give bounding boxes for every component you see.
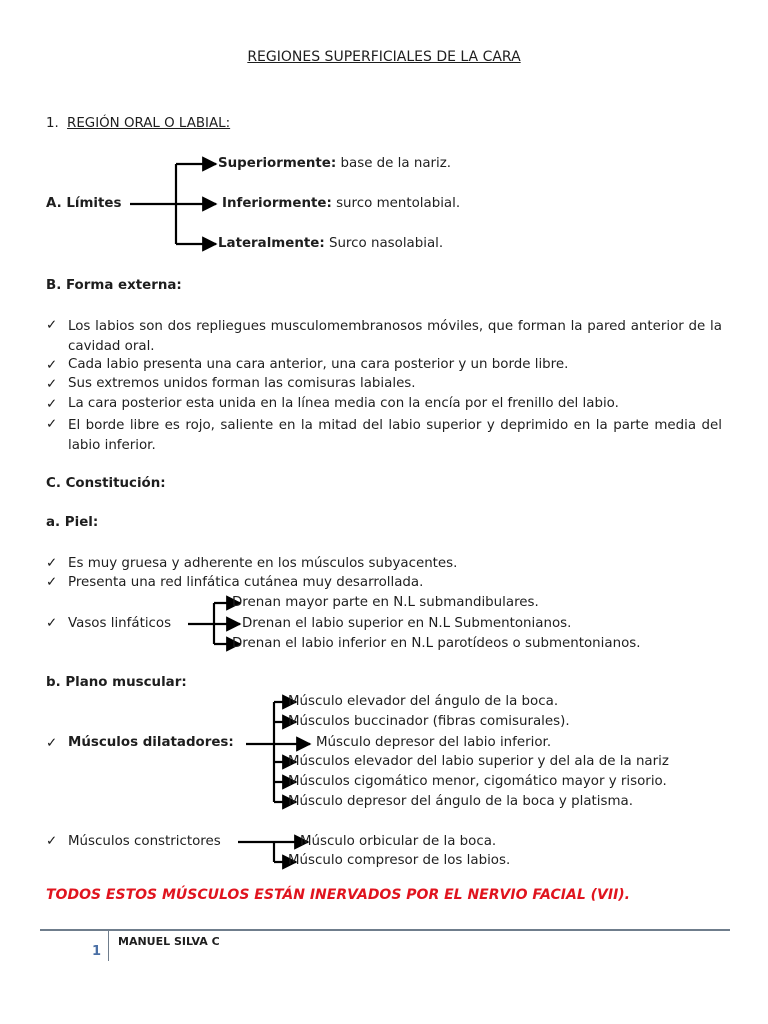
section-number: 1. xyxy=(46,116,59,131)
constrictores-label: Músculos constrictores xyxy=(68,834,221,849)
checkmark-icon: ✓ xyxy=(46,397,58,412)
dilatadores-label: Músculos dilatadores: xyxy=(68,735,234,750)
footer-divider xyxy=(40,929,730,931)
vasos-linfaticos-label: Vasos linfáticos xyxy=(68,616,172,631)
checkmark-icon: ✓ xyxy=(46,616,58,631)
vasos-item: Drenan el labio superior en N.L Submentonianos. xyxy=(242,616,572,631)
page-title: REGIONES SUPERFICIALES DE LA CARA xyxy=(247,49,521,65)
nerve-note: TODOS ESTOS MÚSCULOS ESTÁN INERVADOS POR EL NERVIO FACIAL (VII). xyxy=(46,887,630,903)
limites-label: A. Límites xyxy=(46,196,122,211)
piel-label: a. Piel: xyxy=(46,515,99,530)
section-title: REGIÓN ORAL O LABIAL: xyxy=(67,116,231,131)
forma-label: B. Forma externa: xyxy=(46,278,182,293)
page-number: 1 xyxy=(92,944,102,959)
checkmark-icon: ✓ xyxy=(46,318,58,333)
checkmark-icon: ✓ xyxy=(46,377,58,392)
limite-inferior: Inferiormente: surco mentolabial. xyxy=(222,196,461,211)
forma-item: El borde libre es rojo, saliente en la mitad del labio superior y deprimido en la parte media del labio inferior. xyxy=(68,418,722,453)
checkmark-icon: ✓ xyxy=(46,417,58,432)
forma-item: Los labios son dos repliegues musculomembranosos móviles, que forman la pared anterior de la cavidad oral. xyxy=(68,319,722,354)
dilatador-item: Músculos buccinador (fibras comisurales). xyxy=(288,714,570,729)
piel-item: Es muy gruesa y adherente en los músculos subyacentes. xyxy=(68,556,458,571)
constrictor-item: Músculo compresor de los labios. xyxy=(288,853,511,868)
checkmark-icon: ✓ xyxy=(46,736,58,751)
vasos-item: Drenan mayor parte en N.L submandibulares. xyxy=(232,595,539,610)
dilatador-item: Músculo elevador del ángulo de la boca. xyxy=(288,694,559,709)
dilatador-item: Músculo depresor del labio inferior. xyxy=(316,735,552,750)
forma-item: Cada labio presenta una cara anterior, una cara posterior y un borde libre. xyxy=(68,357,569,372)
footer-author: MANUEL SILVA C xyxy=(118,935,220,948)
limite-superior: Superiormente: base de la nariz. xyxy=(218,156,452,171)
limite-lateral: Lateralmente: Surco nasolabial. xyxy=(218,236,444,251)
checkmark-icon: ✓ xyxy=(46,575,58,590)
forma-item: La cara posterior esta unida en la línea media con la encía por el frenillo del labio. xyxy=(68,396,619,411)
forma-item: Sus extremos unidos forman las comisuras labiales. xyxy=(68,376,416,391)
vasos-item: Drenan el labio inferior en N.L parotídeos o submentonianos. xyxy=(232,636,641,651)
dilatador-item: Músculos cigomático menor, cigomático mayor y risorio. xyxy=(288,774,667,789)
dilatador-item: Músculo depresor del ángulo de la boca y platisma. xyxy=(288,794,633,809)
dilatador-item: Músculos elevador del labio superior y del ala de la nariz xyxy=(288,754,669,769)
footer-separator xyxy=(108,931,109,961)
checkmark-icon: ✓ xyxy=(46,556,58,571)
constrictor-item: Músculo orbicular de la boca. xyxy=(300,834,497,849)
checkmark-icon: ✓ xyxy=(46,358,58,373)
checkmark-icon: ✓ xyxy=(46,834,58,849)
piel-item: Presenta una red linfática cutánea muy desarrollada. xyxy=(68,575,424,590)
plano-muscular-label: b. Plano muscular: xyxy=(46,675,187,690)
constitucion-label: C. Constitución: xyxy=(46,476,166,491)
